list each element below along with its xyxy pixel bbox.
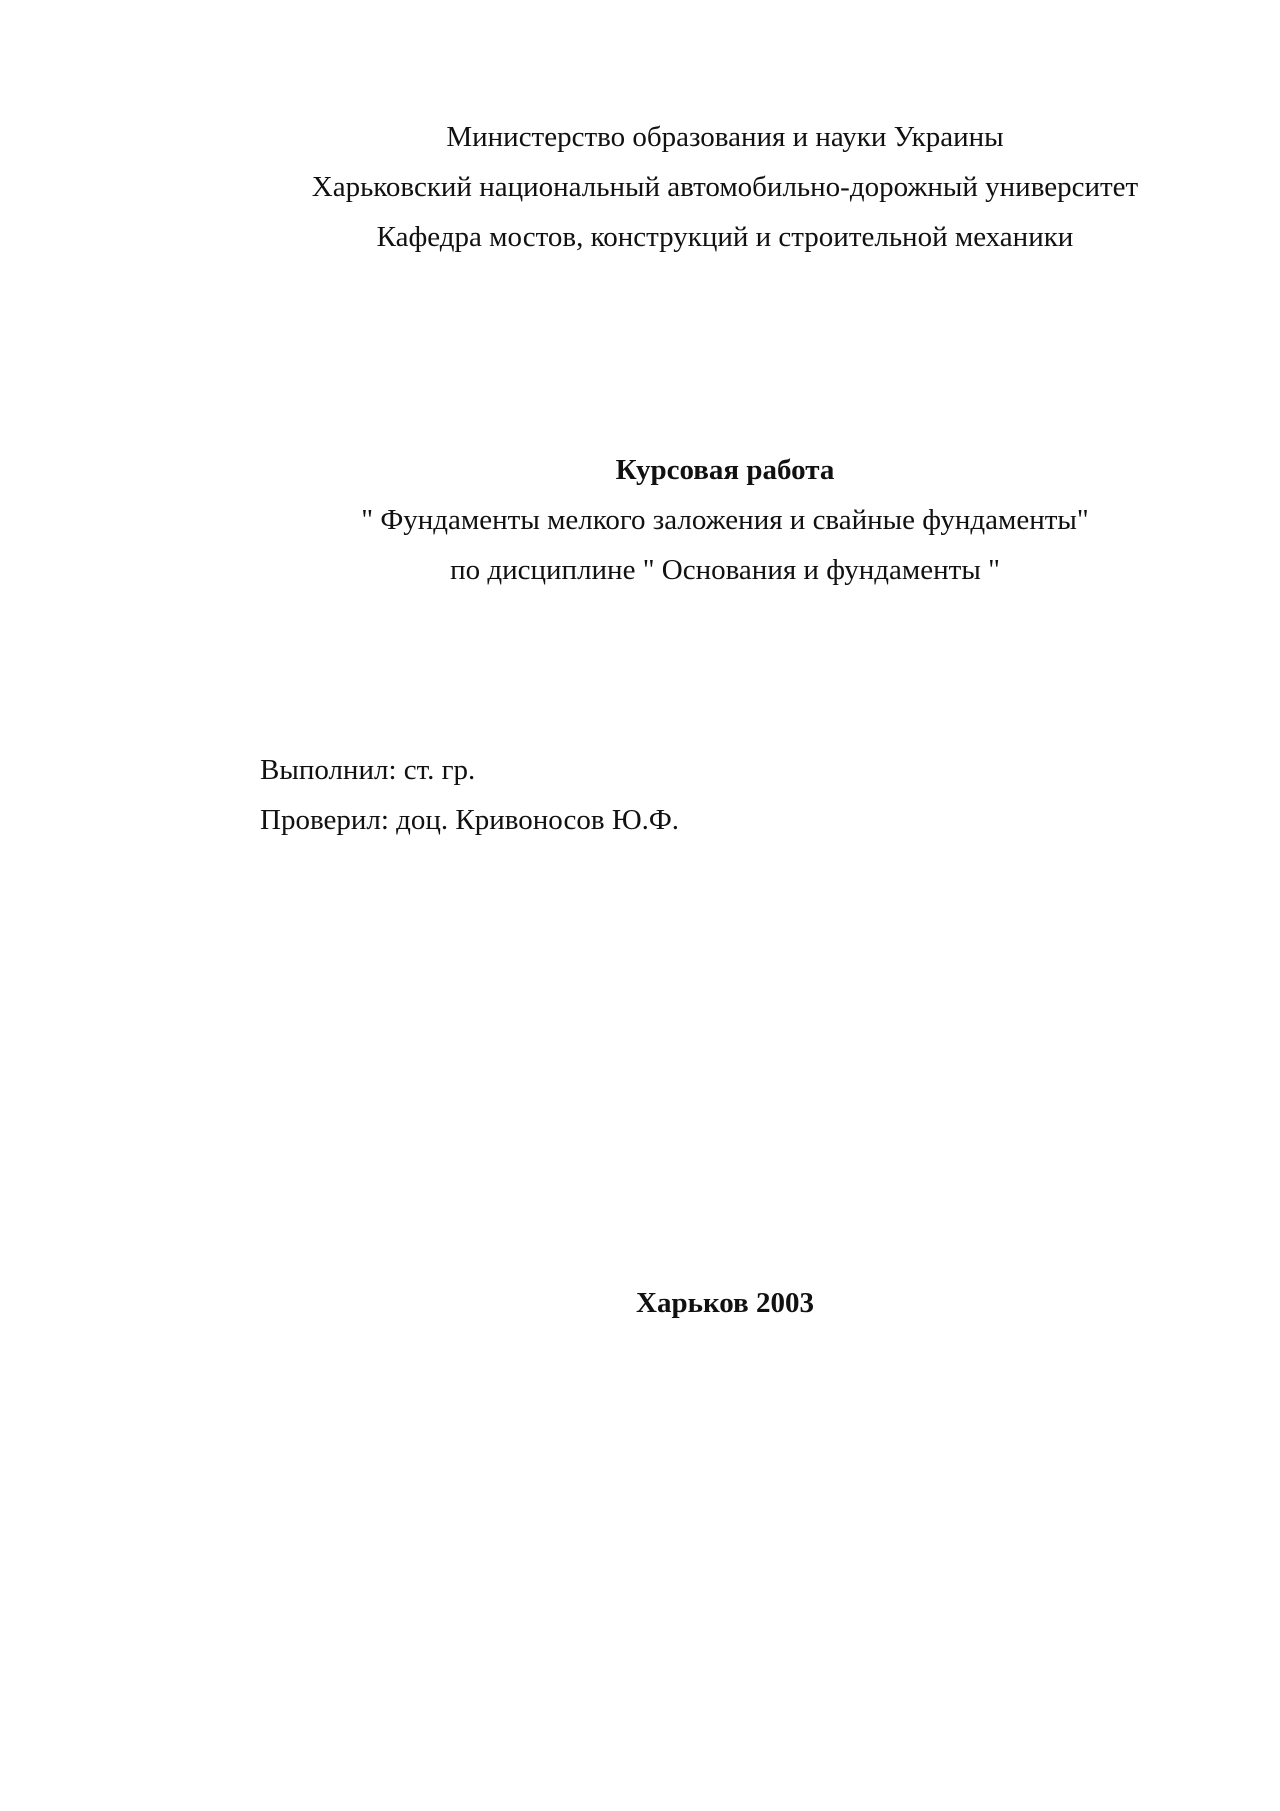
city-year-line: Харьков 2003 [636,1287,814,1319]
header-block [260,112,1190,262]
ministry-line: Министерство образования и науки Украины [446,121,1004,153]
discipline-line: по дисциплине " Основания и фундаменты " [450,554,1000,586]
university-line: Харьковский национальный автомобильно-дорожный университет [311,171,1139,203]
title-block [260,445,1190,595]
work-type-heading: Курсовая работа [615,454,835,486]
performed-by-line: Выполнил: ст. гр. [260,754,476,786]
checked-by-line: Проверил: доц. Кривоносов Ю.Ф. [260,804,680,836]
signatures-block [260,745,679,845]
department-line: Кафедра мостов, конструкций и строительной механики [376,221,1074,253]
topic-line: " Фундаменты мелкого заложения и свайные фундаменты" [361,504,1089,536]
